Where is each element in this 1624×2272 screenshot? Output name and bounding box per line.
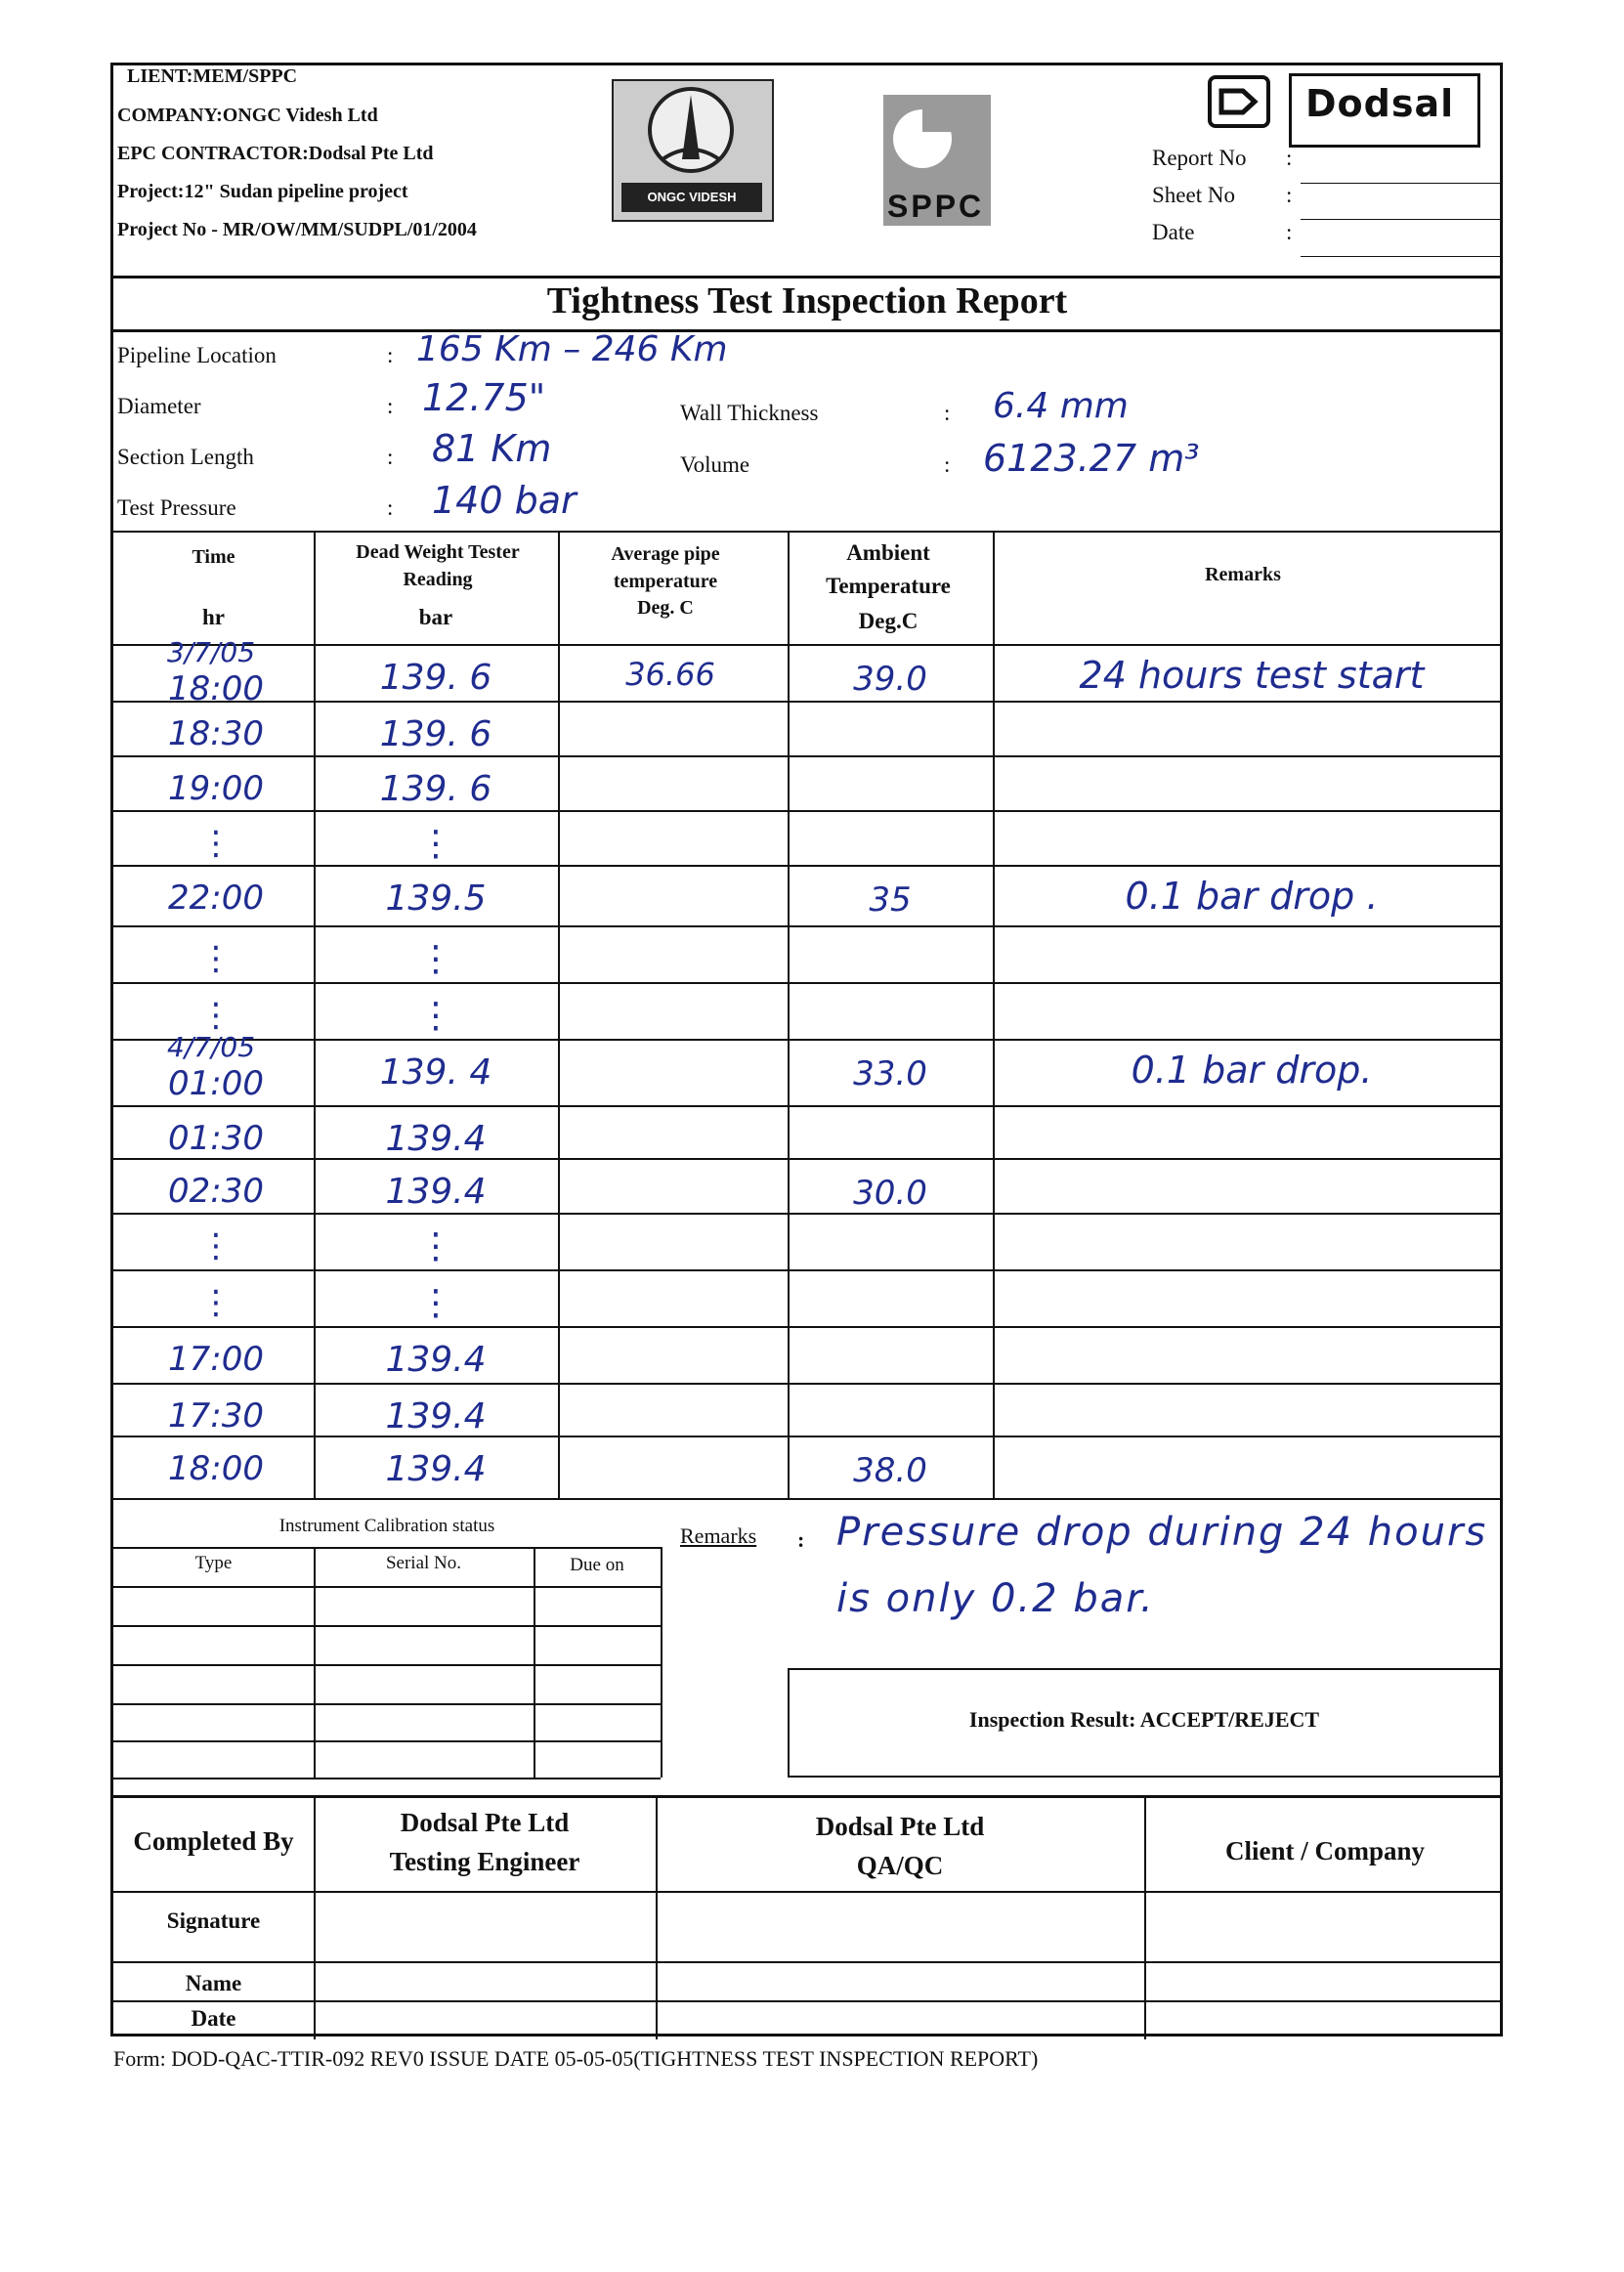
signoff-top-rule — [113, 1795, 1501, 1798]
pipeline-location-label: Pipeline Location — [117, 343, 277, 367]
completed-by-label: Completed By — [133, 1826, 294, 1856]
cell-time: 01:30 — [168, 1119, 264, 1158]
dodsal-logo — [1289, 73, 1480, 148]
table-row — [113, 1158, 1501, 1213]
signature-row-rule — [113, 1961, 1501, 1963]
sppc-emblem-icon — [883, 95, 991, 193]
table-row — [113, 1031, 1501, 1105]
table-row — [113, 810, 1501, 865]
col-header-pipe-temp-unit: Deg. C — [637, 597, 694, 619]
row-rule — [113, 755, 1501, 757]
cell-time: ⋮ — [199, 1226, 233, 1265]
diameter-value: 12.75" — [422, 376, 546, 419]
title-top-rule — [113, 276, 1501, 279]
remarks-colon: : — [797, 1527, 805, 1552]
cell-time: 02:30 — [168, 1172, 264, 1211]
form-footer: Form: DOD-QAC-TTIR-092 REV0 ISSUE DATE 05-05-05(TIGHTNESS TEST INSPECTION REPORT) — [113, 2046, 1039, 2071]
cell-reading: 139.4 — [385, 1449, 487, 1489]
company-line: COMPANY:ONGC Videsh Ltd — [117, 105, 378, 126]
table-row — [113, 982, 1501, 1039]
name-label: Name — [185, 1971, 242, 1995]
cell-time: 18:30 — [168, 714, 264, 753]
table-row — [113, 1436, 1501, 1498]
cell-reading: 139.4 — [385, 1119, 487, 1159]
col-header-ambient: Ambient Temperature — [826, 540, 951, 598]
row-rule — [113, 1326, 1501, 1328]
cell-pipe-temp: 36.66 — [625, 656, 715, 693]
col-header-dwt-unit: bar — [418, 605, 453, 629]
inspection-result-box — [788, 1668, 1501, 1778]
sppc-logo — [883, 95, 991, 226]
qaqc-signature-field[interactable] — [661, 1895, 1139, 1957]
date-label: Date — [1152, 220, 1195, 244]
cell-reading: ⋮ — [418, 1283, 453, 1323]
cell-ambient: 30.0 — [853, 1174, 927, 1213]
table-row — [113, 1326, 1501, 1383]
row-rule — [113, 1436, 1501, 1437]
cell-time: 01:00 — [168, 1064, 264, 1103]
remarks-label: Remarks — [680, 1523, 757, 1548]
pipeline-location-value: 165 Km – 246 Km — [416, 329, 728, 369]
section-length-value: 81 Km — [432, 427, 552, 470]
section-length-colon: : — [387, 445, 394, 469]
title-bottom-rule — [113, 329, 1501, 332]
epc-line: EPC CONTRACTOR:Dodsal Pte Ltd — [117, 143, 434, 164]
row-rule — [113, 1105, 1501, 1107]
row-rule — [113, 810, 1501, 812]
cell-reading: ⋮ — [418, 1226, 453, 1266]
signoff-col1-line2: Testing Engineer — [389, 1847, 580, 1876]
table-top-rule — [113, 531, 1501, 533]
cell-time: 18:00 — [168, 669, 264, 708]
row-rule — [113, 1269, 1501, 1271]
cell-remarks: 0.1 bar drop. — [1131, 1049, 1373, 1092]
cell-reading: 139.4 — [385, 1172, 487, 1212]
row-rule — [113, 865, 1501, 867]
calibration-divider-3 — [661, 1547, 662, 1778]
calibration-row-rule — [113, 1625, 661, 1627]
calibration-row-rule — [113, 1703, 661, 1705]
cell-time: ⋮ — [199, 1283, 233, 1322]
wall-thickness-label: Wall Thickness — [680, 401, 819, 425]
diameter-label: Diameter — [117, 394, 201, 418]
cell-ambient: 33.0 — [853, 1054, 927, 1093]
table-bottom-rule — [113, 1498, 1501, 1500]
table-row — [113, 1213, 1501, 1269]
cell-time: ⋮ — [199, 996, 233, 1035]
client-signature-field[interactable] — [1149, 1895, 1496, 1957]
cell-time: 17:30 — [168, 1396, 264, 1436]
row-rule — [113, 1158, 1501, 1160]
pipeline-location-colon: : — [387, 343, 394, 367]
cell-ambient: 35 — [869, 880, 912, 920]
signoff-header-rule — [113, 1891, 1501, 1893]
calibration-top-rule — [113, 1547, 661, 1549]
calibration-due-header: Due on — [570, 1555, 624, 1575]
signoff-divider-3 — [1144, 1795, 1146, 2039]
table-row — [113, 636, 1501, 708]
sheet-no-colon: : — [1286, 183, 1293, 207]
table-row — [113, 755, 1501, 810]
cell-date: 3/7/05 — [166, 636, 256, 668]
testing-engineer-signature-field[interactable] — [319, 1895, 651, 1957]
col-header-ambient-unit: Deg.C — [858, 609, 919, 633]
remarks-line-1: Pressure drop during 24 hours — [836, 1510, 1488, 1555]
col-header-remarks: Remarks — [1205, 564, 1281, 585]
table-row — [113, 701, 1501, 755]
test-pressure-colon: : — [387, 495, 394, 520]
client-line: LIENT:MEM/SPPC — [127, 65, 298, 87]
volume-label: Volume — [680, 452, 750, 477]
wall-thickness-colon: : — [944, 401, 951, 425]
row-rule — [113, 1213, 1501, 1215]
dodsal-mark-icon — [1208, 75, 1276, 130]
sppc-logo-text: SPPC — [887, 189, 985, 224]
ongc-emblem-icon — [614, 81, 768, 179]
remarks-line-2: is only 0.2 bar. — [836, 1576, 1155, 1621]
inspection-result-text: Inspection Result: ACCEPT/REJECT — [968, 1707, 1320, 1732]
cell-time: ⋮ — [199, 824, 233, 863]
cell-reading: 139.4 — [385, 1396, 487, 1436]
cell-remarks: 0.1 bar drop . — [1125, 875, 1379, 918]
signoff-col-client: Client / Company — [1224, 1836, 1426, 1865]
cell-reading: 139. 4 — [379, 1052, 492, 1093]
calibration-type-header: Type — [194, 1553, 233, 1573]
table-row — [113, 1383, 1501, 1436]
date-colon: : — [1286, 220, 1293, 244]
row-rule — [113, 925, 1501, 927]
section-length-label: Section Length — [117, 445, 254, 469]
cell-reading: ⋮ — [418, 824, 453, 864]
table-row — [113, 925, 1501, 982]
cell-time: 22:00 — [168, 879, 264, 918]
report-form — [110, 63, 1503, 2036]
calibration-title: Instrument Calibration status — [278, 1516, 495, 1536]
cell-reading: 139. 6 — [379, 714, 492, 754]
calibration-row-rule — [113, 1586, 661, 1588]
cell-time: 18:00 — [168, 1449, 264, 1488]
sheet-no-field[interactable] — [1301, 219, 1501, 220]
signoff-divider-1 — [314, 1795, 316, 2039]
test-pressure-label: Test Pressure — [117, 495, 236, 520]
cell-reading: 139. 6 — [379, 769, 492, 809]
project-no-line: Project No - MR/OW/MM/SUDPL/01/2004 — [117, 219, 477, 240]
cell-remarks: 24 hours test start — [1079, 654, 1425, 697]
row-rule — [113, 1039, 1501, 1041]
volume-value: 6123.27 m³ — [983, 437, 1200, 480]
project-line: Project:12" Sudan pipeline project — [117, 181, 408, 202]
col-header-time-unit: hr — [202, 605, 225, 629]
cell-ambient: 38.0 — [853, 1451, 927, 1490]
cell-ambient: 39.0 — [853, 660, 927, 699]
table-row — [113, 865, 1501, 925]
cell-reading: 139.5 — [385, 879, 487, 919]
report-no-label: Report No — [1152, 146, 1247, 170]
calibration-bottom-rule — [113, 1778, 661, 1779]
calibration-divider-1 — [314, 1547, 316, 1778]
cell-reading: ⋮ — [418, 939, 453, 979]
date-row-label: Date — [191, 2006, 236, 2031]
signoff-col1-line1: Dodsal Pte Ltd — [400, 1808, 570, 1837]
report-no-field[interactable] — [1301, 183, 1501, 184]
table-row — [113, 1269, 1501, 1326]
signoff-divider-2 — [656, 1795, 658, 2039]
cell-reading: ⋮ — [418, 996, 453, 1036]
row-rule — [113, 701, 1501, 703]
calibration-divider-2 — [534, 1547, 535, 1778]
sheet-no-label: Sheet No — [1152, 183, 1235, 207]
signoff-col-qaqc — [661, 1807, 1139, 1885]
calibration-row-rule — [113, 1664, 661, 1666]
date-field[interactable] — [1301, 256, 1501, 257]
calibration-serial-header: Serial No. — [385, 1553, 462, 1573]
cell-date: 4/7/05 — [166, 1031, 256, 1063]
col-header-time: Time — [192, 546, 235, 568]
report-no-colon: : — [1286, 146, 1293, 170]
signoff-col2-line2: QA/QC — [856, 1851, 944, 1880]
signoff-col2-line1: Dodsal Pte Ltd — [815, 1812, 985, 1841]
dodsal-logo-text: Dodsal — [1305, 82, 1455, 125]
signature-label: Signature — [166, 1908, 261, 1933]
name-row-rule — [113, 2000, 1501, 2002]
table-row — [113, 1105, 1501, 1158]
ongc-logo — [612, 79, 774, 222]
page-title: Tightness Test Inspection Report — [546, 280, 1068, 322]
ongc-logo-text: ONGC VIDESH — [621, 183, 762, 212]
test-pressure-value: 140 bar — [432, 479, 577, 522]
wall-thickness-value: 6.4 mm — [993, 386, 1129, 426]
col-header-pipe-temp: Average pipe temperature — [611, 543, 720, 592]
signoff-col-testing-engineer — [314, 1803, 656, 1881]
col-header-dwt: Dead Weight Tester Reading — [356, 541, 520, 590]
cell-reading: 139. 6 — [379, 658, 492, 698]
row-rule — [113, 1383, 1501, 1385]
cell-time: ⋮ — [199, 939, 233, 978]
cell-time: 19:00 — [168, 769, 264, 808]
volume-colon: : — [944, 452, 951, 477]
row-rule — [113, 982, 1501, 984]
diameter-colon: : — [387, 394, 394, 418]
cell-time: 17:00 — [168, 1340, 264, 1379]
cell-reading: 139.4 — [385, 1340, 487, 1380]
calibration-row-rule — [113, 1740, 661, 1742]
